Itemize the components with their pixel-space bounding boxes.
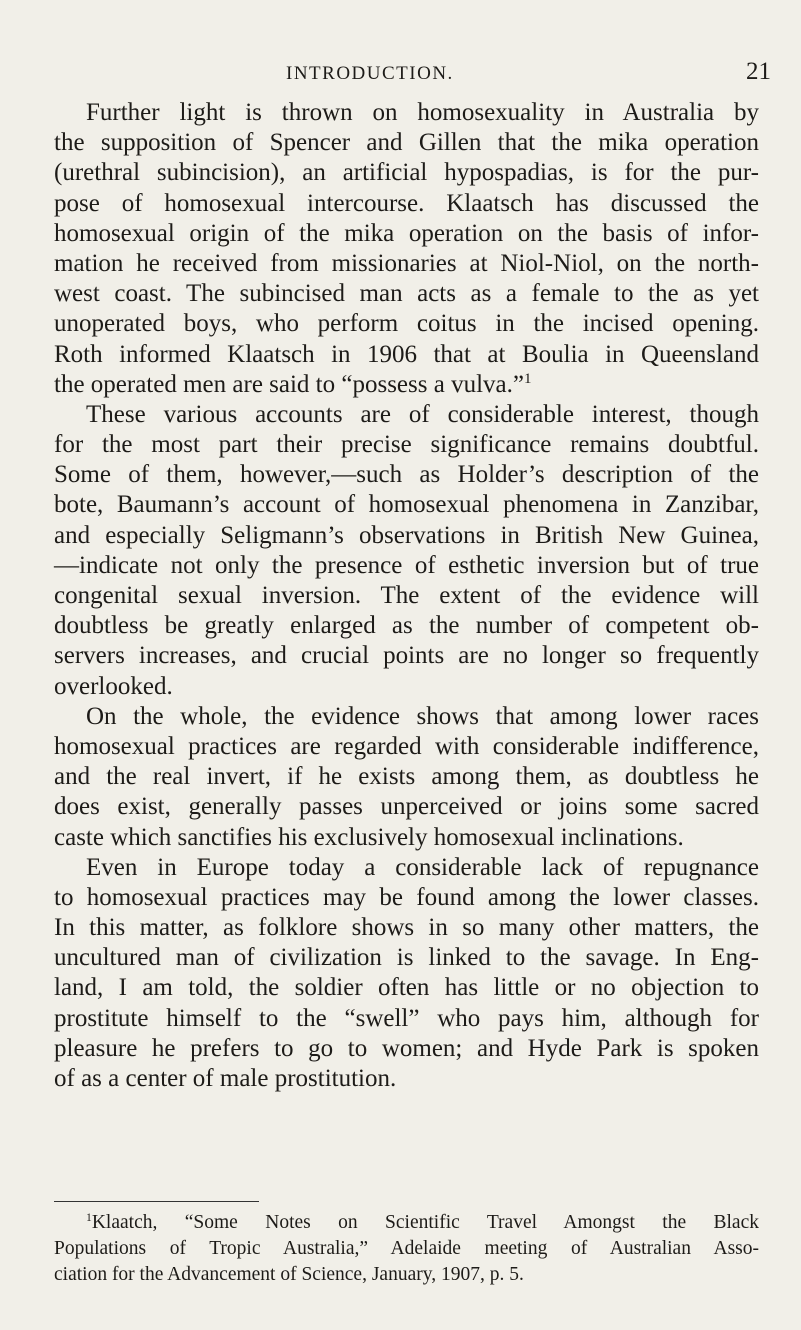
paragraph-line: bote, Baumann’s account of homosexual phenomena in Zanzibar,: [54, 491, 759, 519]
paragraph-line-with-footnote-ref: [54, 370, 759, 400]
paragraph-line: (urethral subincision), an artificial hypospadias, is for the pur-: [54, 159, 759, 187]
footnote-line: [54, 1210, 759, 1236]
paragraph-line: west coast. The subincised man acts as a female to the as yet: [54, 280, 759, 308]
footnote-reference[interactable]: 1: [523, 370, 532, 387]
paragraph-line: congenital sexual inversion. The extent of the evidence will: [54, 582, 759, 609]
paragraph-line: mation he received from missionaries at Niol-Niol, on the north-: [54, 249, 759, 277]
paragraph-line: On the whole, the evidence shows that among lower races: [86, 702, 759, 730]
paragraph-line: servers increases, and crucial points are no longer so frequently: [54, 642, 759, 670]
paragraph-line: These various accounts are of considerable interest, though: [86, 400, 759, 428]
running-head: INTRODUCTION.: [286, 63, 454, 84]
paragraph-line: homosexual origin of the mika operation on the basis of infor-: [54, 219, 759, 247]
footnote: [54, 1210, 759, 1288]
footnote-divider: [54, 1201, 259, 1202]
footnote-line: Populations of Tropic Australia,” Adelaide meeting of Australian Asso-: [54, 1238, 759, 1259]
footnote-marker: 1: [86, 1210, 92, 1224]
paragraph-line: the supposition of Spencer and Gillen that the mika operation: [54, 129, 759, 157]
paragraph-line: of as a center of male prostitution.: [54, 1065, 397, 1092]
footnote-line-text: Klaatch, “Some Notes on Scientific Travel Amongst the Black: [91, 1212, 759, 1233]
body-text: [54, 98, 759, 1094]
paragraph-line: and especially Seligmann’s observations in British New Guinea,: [54, 521, 759, 549]
paragraph-line: uncultured man of civilization is linked to the savage. In Eng-: [54, 944, 759, 972]
page-number: 21: [746, 58, 771, 85]
paragraph-line: unoperated boys, who perform coitus in the incised opening.: [54, 310, 759, 338]
footnote-line: ciation for the Advancement of Science, January, 1907, p. 5.: [54, 1264, 524, 1285]
paragraph-line: for the most part their precise significance remains doubtful.: [54, 431, 759, 459]
paragraph-line: pose of homosexual intercourse. Klaatsch has discussed the: [54, 189, 759, 217]
paragraph-line: In this matter, as folklore shows in so many other matters, the: [54, 914, 759, 942]
paragraph-line: doubtless be greatly enlarged as the number of competent ob-: [54, 612, 759, 640]
paragraph-line: and the real invert, if he exists among them, as doubtless he: [54, 763, 759, 791]
paragraph-line: Roth informed Klaatsch in 1906 that at Boulia in Queensland: [54, 340, 759, 368]
paragraph-line: caste which sanctifies his exclusively homosexual inclinations.: [54, 823, 684, 851]
paragraph-line: to homosexual practices may be found among the lower classes.: [54, 883, 759, 911]
paragraph-line: prostitute himself to the “swell” who pays him, although for: [54, 1004, 759, 1032]
paragraph-line: does exist, generally passes unperceived or joins some sacred: [54, 793, 759, 821]
paragraph-line: overlooked.: [54, 672, 173, 700]
paragraph-line: homosexual practices are regarded with considerable indifference,: [54, 732, 759, 760]
paragraph-line: Some of them, however,—such as Holder’s description of the: [54, 461, 759, 489]
paragraph-line: —indicate not only the presence of esthetic inversion but of true: [54, 551, 759, 579]
paragraph-line: land, I am told, the soldier often has little or no objection to: [54, 974, 759, 1002]
paragraph-line: Further light is thrown on homosexuality in Australia by: [86, 99, 759, 126]
paragraph-line: pleasure he prefers to go to women; and Hyde Park is spoken: [54, 1034, 759, 1062]
paragraph-line-text: the operated men are said to “possess a vulva.”: [54, 370, 524, 398]
paragraph-line: Even in Europe today a considerable lack of repugnance: [86, 853, 759, 881]
